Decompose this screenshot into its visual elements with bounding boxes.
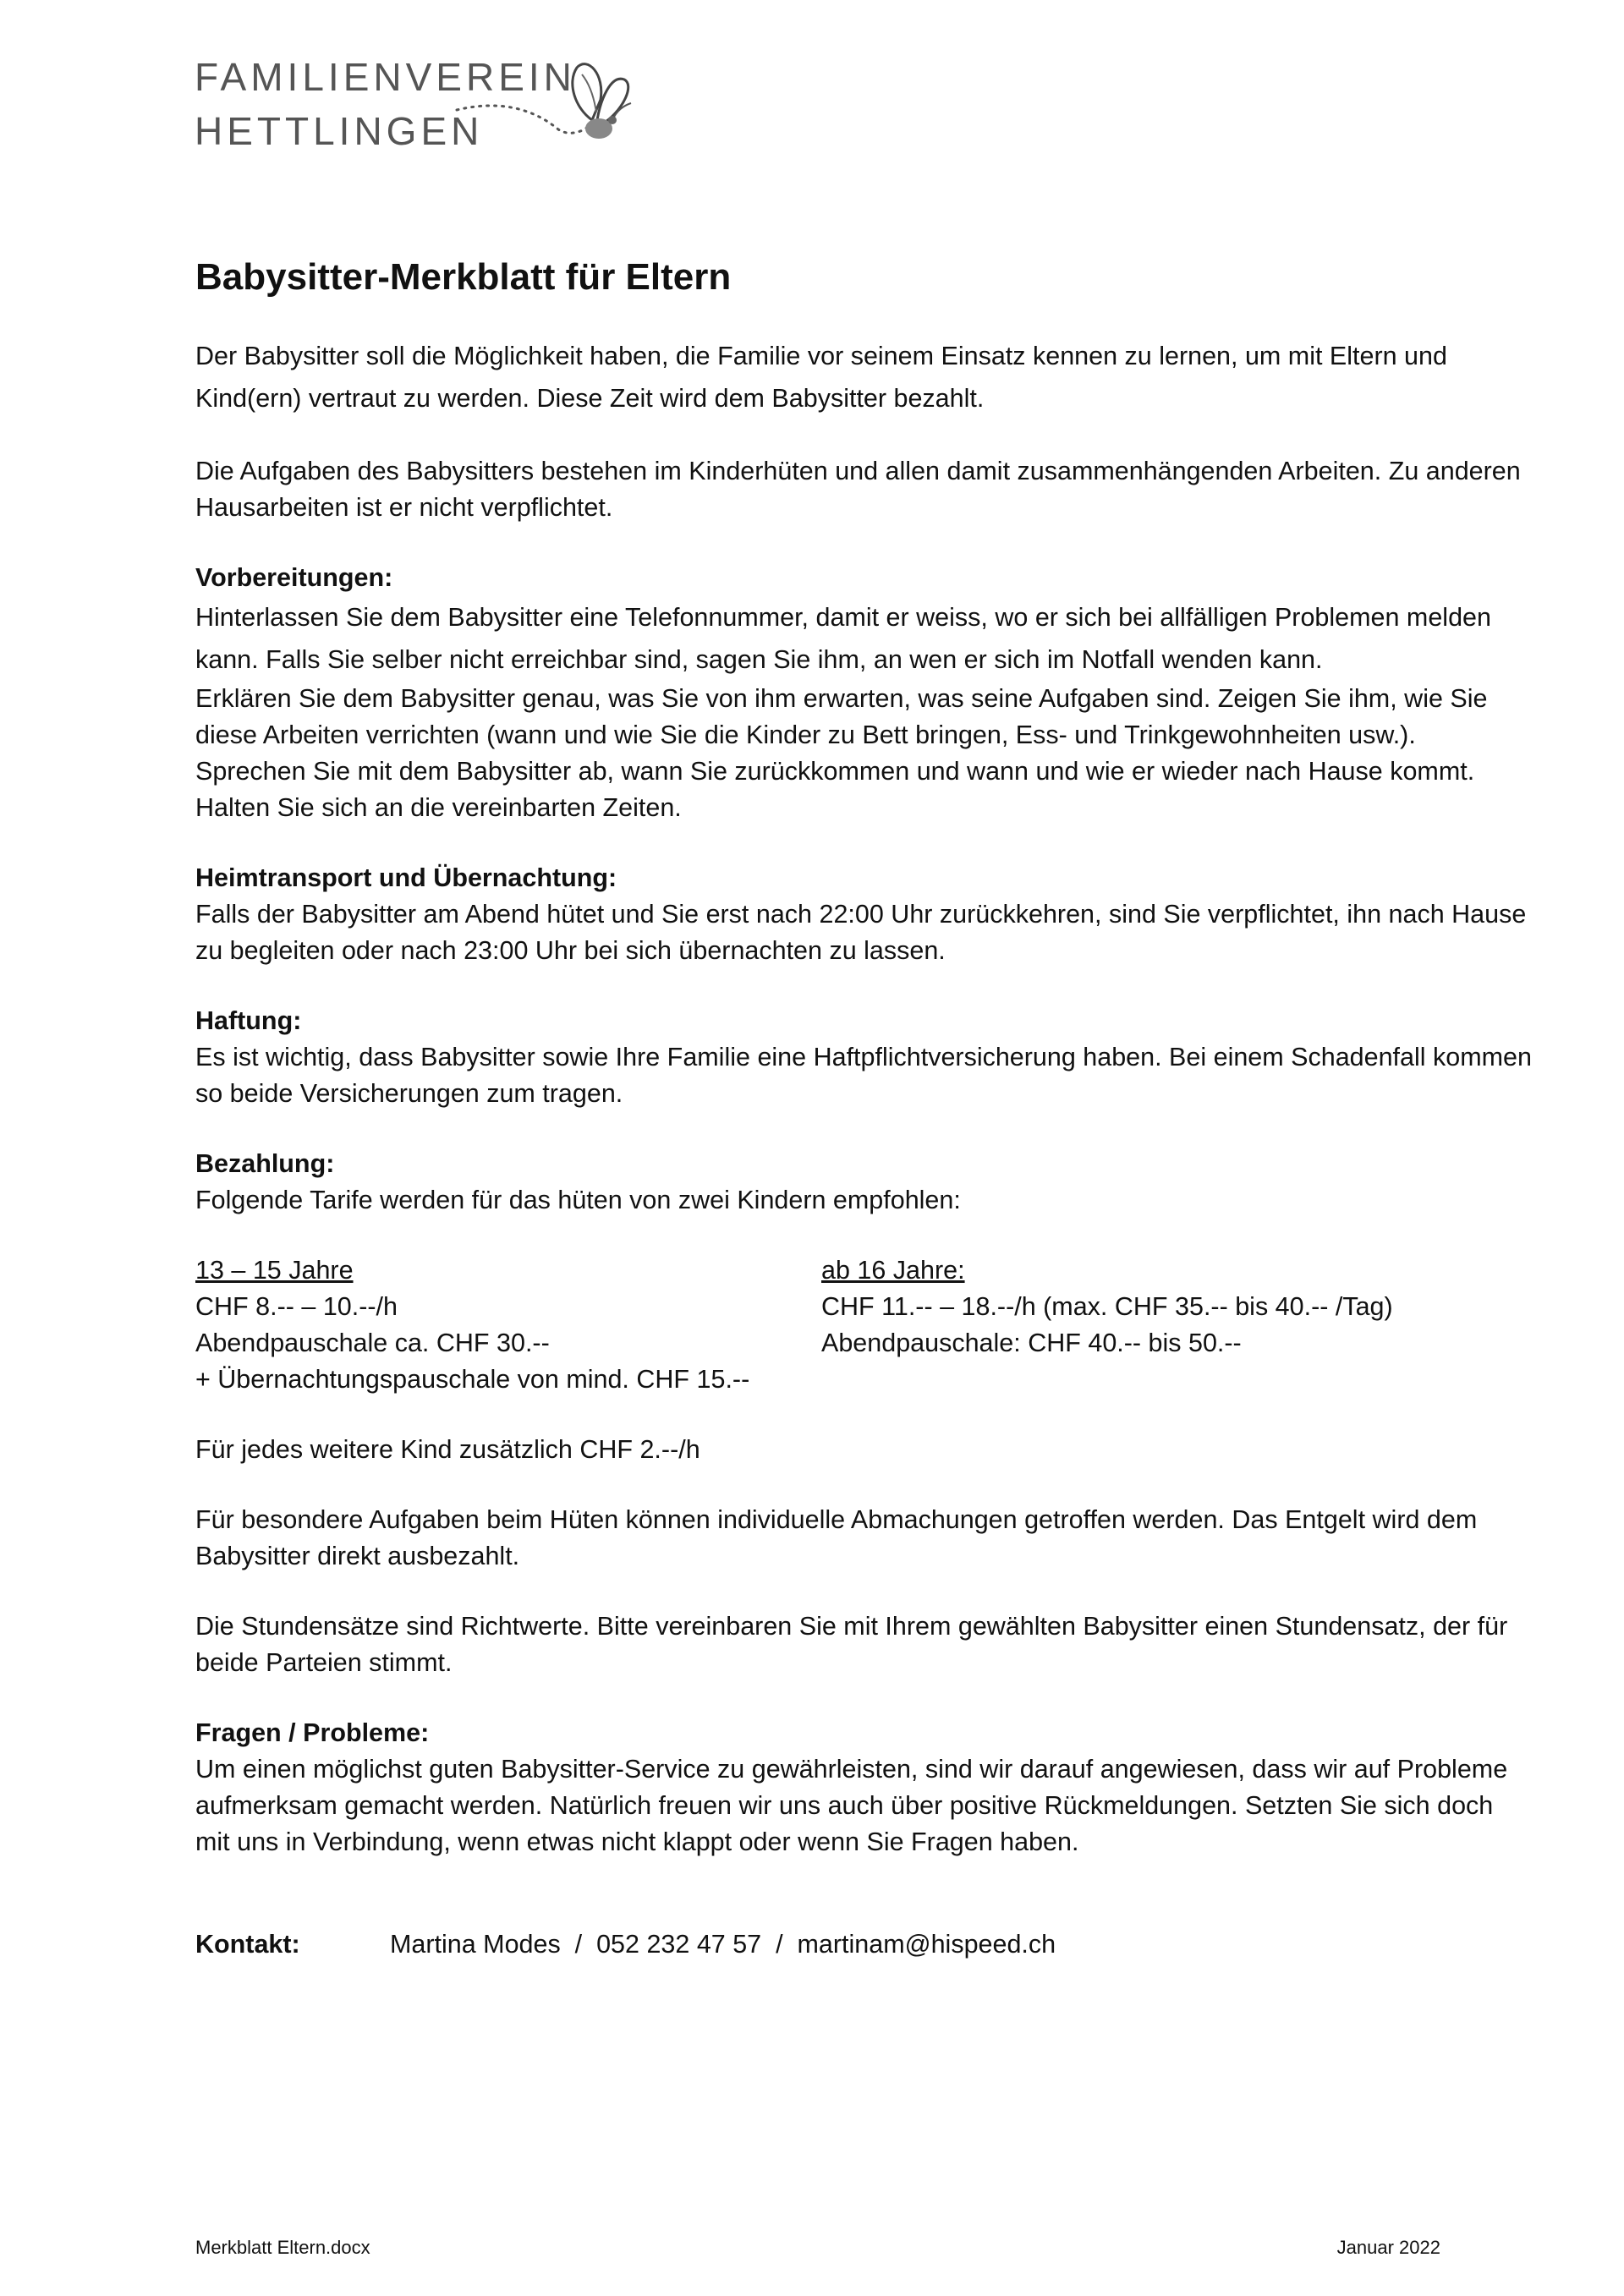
tariff-column-13-15: [195, 1252, 821, 1398]
tariff-line: Abendpauschale ca. CHF 30.--: [195, 1329, 550, 1357]
section-fragen: [195, 1715, 1532, 1860]
logo-line2: HETTLINGEN: [195, 109, 484, 153]
tariff-line: CHF 8.-- – 10.--/h: [195, 1292, 398, 1321]
logo: [195, 49, 634, 159]
tariff-column-16plus: [821, 1252, 1532, 1398]
section-text: Hinterlassen Sie dem Babysitter eine Telefonnummer, damit er weiss, wo er sich bei allfälligen Problemen melden kann. Falls Sie selber nicht erreichbar sind, sagen Sie ihm, an wen er sich im Notfall wenden kann.: [195, 603, 1491, 674]
intro-paragraph-1: Der Babysitter soll die Möglichkeit haben, die Familie vor seinem Einsatz kennen zu lernen, um mit Eltern und Kind(ern) vertraut zu werden. Diese Zeit wird dem Babysitter bezahlt.: [195, 342, 1447, 413]
section-haftung: [195, 1003, 1532, 1112]
tariff-line: + Übernachtungspauschale von mind. CHF 15.--: [195, 1365, 750, 1394]
intro-paragraph-2: Die Aufgaben des Babysitters bestehen im Kinderhüten und allen damit zusammenhängenden Arbeiten. Zu anderen Hausarbeiten ist er nicht verpflichtet.: [195, 457, 1521, 522]
section-heimtransport: [195, 860, 1532, 969]
document-body: [195, 254, 1532, 1963]
section-heading: Heimtransport und Übernachtung:: [195, 863, 617, 892]
tariff-line: Abendpauschale: CHF 40.-- bis 50.--: [821, 1329, 1242, 1357]
logo-line1: FAMILIENVEREIN: [195, 55, 576, 99]
contact-label: Kontakt:: [195, 1930, 300, 1959]
footer-filename: Merkblatt Eltern.docx: [195, 2237, 370, 2258]
butterfly-icon: [431, 49, 634, 159]
tariff-table: [195, 1252, 1532, 1398]
section-text: Um einen möglichst guten Babysitter-Service zu gewährleisten, sind wir darauf angewiesen, dass wir auf Probleme aufmerksam gemacht werden. Natürlich freuen wir uns auch über positive Rückmeldungen. Setzten Sie sich doch mit uns in Verbindung, wenn etwas nicht klappt oder wenn Sie Fragen haben.: [195, 1755, 1508, 1856]
section-heading: Haftung:: [195, 1006, 302, 1035]
section-bezahlung: [195, 1146, 1532, 1219]
tariff-heading: ab 16 Jahre:: [821, 1256, 965, 1285]
section-vorbereitungen: [195, 560, 1532, 826]
special-tasks-note: Für besondere Aufgaben beim Hüten können individuelle Abmachungen getroffen werden. Das Entgelt wird dem Babysitter direkt ausbezahlt.: [195, 1505, 1478, 1570]
guideline-note: Die Stundensätze sind Richtwerte. Bitte vereinbaren Sie mit Ihrem gewählten Babysitter einen Stundensatz, der für beide Parteien stimmt.: [195, 1612, 1508, 1677]
extra-child-note: Für jedes weitere Kind zusätzlich CHF 2.--/h: [195, 1435, 700, 1464]
section-heading: Fragen / Probleme:: [195, 1718, 430, 1747]
tariff-line: CHF 11.-- – 18.--/h (max. CHF 35.-- bis 40.-- /Tag): [821, 1292, 1393, 1321]
section-heading: Vorbereitungen:: [195, 563, 393, 592]
contact-value: Martina Modes / 052 232 47 57 / martinam@hispeed.ch: [390, 1930, 1056, 1959]
section-heading: Bezahlung:: [195, 1149, 335, 1178]
section-text: Erklären Sie dem Babysitter genau, was Sie von ihm erwarten, was seine Aufgaben sind. Zeigen Sie ihm, wie Sie diese Arbeiten verrichten (wann und wie Sie die Kinder zu Bett bringen, Ess- und Trinkgewohnheiten usw.). Sprechen Sie mit dem Babysitter ab, wann Sie zurückkommen und wann und wie er wieder nach Hause kommt. Halten Sie sich an die vereinbarten Zeiten.: [195, 684, 1488, 822]
section-text: Folgende Tarife werden für das hüten von zwei Kindern empfohlen:: [195, 1186, 961, 1214]
section-text: Falls der Babysitter am Abend hütet und Sie erst nach 22:00 Uhr zurückkehren, sind Sie verpflichtet, ihn nach Hause zu begleiten oder nach 23:00 Uhr bei sich übernachten zu lassen.: [195, 900, 1527, 965]
contact-row: [195, 1926, 1532, 1963]
section-text: Es ist wichtig, dass Babysitter sowie Ihre Familie eine Haftpflichtversicherung haben. Bei einem Schadenfall kommen so beide Versicherungen zum tragen.: [195, 1043, 1532, 1108]
page-title: Babysitter-Merkblatt für Eltern: [195, 256, 732, 298]
footer-date: Januar 2022: [1336, 2237, 1440, 2258]
tariff-heading: 13 – 15 Jahre: [195, 1256, 354, 1285]
